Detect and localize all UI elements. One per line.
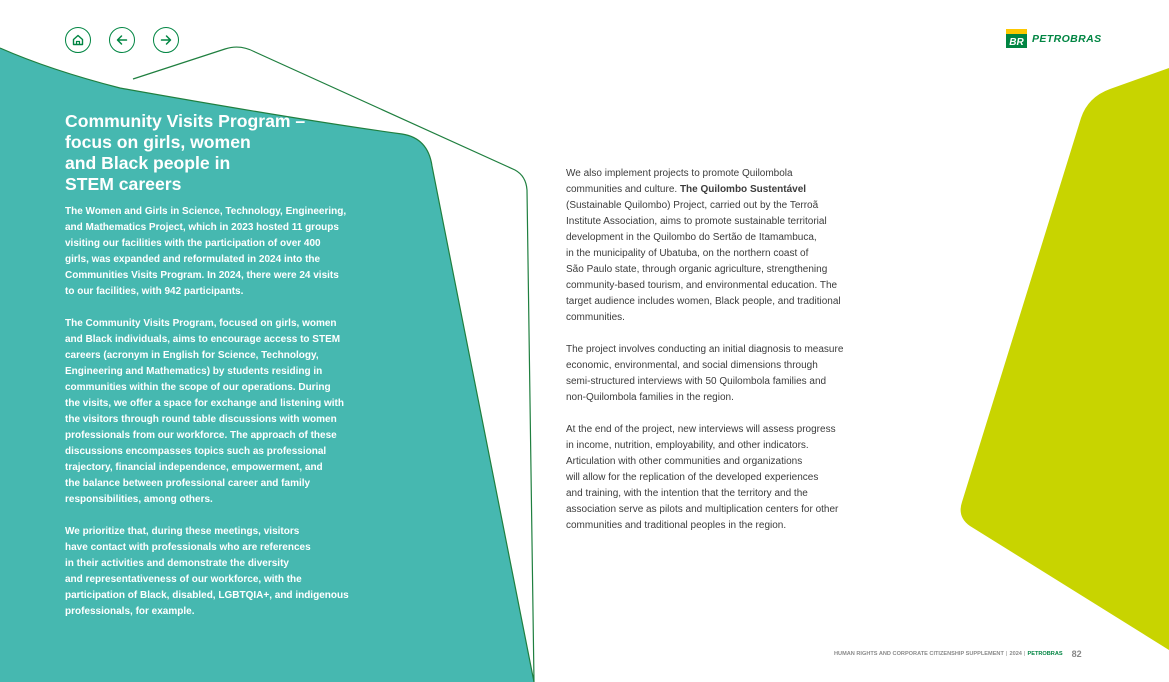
title-line: Community Visits Program –: [65, 111, 306, 131]
footer-separator: |: [1023, 651, 1026, 657]
text-line: professionals, for example.: [65, 606, 195, 617]
text-line: in income, nutrition, employability, and other indicators.: [566, 440, 809, 451]
left-paragraph-3: [65, 524, 370, 620]
text-line: and Mathematics Project, which in 2023 hosted 11 groups: [65, 222, 339, 233]
home-button[interactable]: [65, 27, 91, 53]
text-line: responsibilities, among others.: [65, 494, 213, 505]
text-line: non-Quilombola families in the region.: [566, 392, 734, 403]
text-line: The project involves conducting an initial diagnosis to measure: [566, 344, 844, 355]
logo-mark-text: BR: [1009, 37, 1024, 48]
text-line: The Community Visits Program, focused on girls, women: [65, 318, 337, 329]
left-paragraph-1: [65, 204, 370, 300]
text-line: association serve as pilots and multiplication centers for other: [566, 504, 839, 515]
text-line: in their activities and demonstrate the diversity: [65, 558, 289, 569]
text-line: communities.: [566, 312, 625, 323]
project-name: The Quilombo Sustentável: [679, 184, 807, 195]
forward-button[interactable]: [153, 27, 179, 53]
page-title: [65, 111, 370, 195]
home-icon: [71, 33, 85, 47]
text-line: Institute Association, aims to promote sustainable territorial: [566, 216, 827, 227]
arrow-left-icon: [115, 33, 129, 47]
logo-text: PETROBRAS: [1032, 32, 1102, 45]
text-line: participation of Black, disabled, LGBTQIA+, and indigenous: [65, 590, 349, 601]
text-line: professionals from our workforce. The approach of these: [65, 430, 337, 441]
text-line: to our facilities, with 942 participants.: [65, 286, 244, 297]
text-line: communities within the scope of our operations. During: [65, 382, 331, 393]
left-column: [65, 111, 370, 620]
text-line: At the end of the project, new interviews will assess progress: [566, 424, 836, 435]
footer-brand: PETROBRAS: [1027, 651, 1063, 657]
page-number: 82: [1071, 649, 1082, 659]
lime-shape: [961, 68, 1169, 650]
arrow-right-icon: [159, 33, 173, 47]
title-line: and Black people in: [65, 153, 231, 173]
text-line: target audience includes women, Black people, and traditional: [566, 296, 841, 307]
text-line: the visits, we offer a space for exchange and listening with: [65, 398, 344, 409]
right-paragraph-1: [566, 166, 876, 326]
text-line: communities and traditional peoples in the region.: [566, 520, 787, 531]
text-line: discussions encompasses topics such as professional: [65, 446, 327, 457]
text-line: São Paulo state, through organic agriculture, strengthening: [566, 264, 828, 275]
text-line: and Black individuals, aims to encourage access to STEM: [65, 334, 341, 345]
br-logo-mark: [1006, 29, 1027, 48]
text-line: community-based tourism, and environmental education. The: [566, 280, 838, 291]
text-line: We also implement projects to promote Quilombola: [566, 168, 793, 179]
footer-separator: |: [1005, 651, 1008, 657]
back-button[interactable]: [109, 27, 135, 53]
left-paragraph-2: [65, 316, 370, 508]
footer-year: 2024: [1009, 651, 1022, 657]
title-line: STEM careers: [65, 174, 182, 194]
text-line: Engineering and Mathematics) by students residing in: [65, 366, 323, 377]
page-footer: [834, 648, 1082, 660]
text-line: The Women and Girls in Science, Technology, Engineering,: [65, 206, 347, 217]
text-line: in the municipality of Ubatuba, on the northern coast of: [566, 248, 809, 259]
right-paragraph-2: [566, 342, 876, 406]
right-paragraph-3: [566, 422, 876, 534]
text-line: (Sustainable Quilombo) Project, carried out by the Terroã: [566, 200, 819, 211]
text-line: and representativeness of our workforce, with the: [65, 574, 302, 585]
text-line: have contact with professionals who are references: [65, 542, 311, 553]
text-line: semi-structured interviews with 50 Quilombola families and: [566, 376, 827, 387]
text-line: the visitors through round table discussions with women: [65, 414, 337, 425]
text-line: Communities Visits Program. In 2024, there were 24 visits: [65, 270, 339, 281]
text-line: [566, 182, 876, 198]
text-line: economic, environmental, and social dimensions through: [566, 360, 818, 371]
text-line: careers (acronym in English for Science, Technology,: [65, 350, 319, 361]
text-line: girls, was expanded and reformulated in 2024 into the: [65, 254, 321, 265]
footer-report-title: HUMAN RIGHTS AND CORPORATE CITIZENSHIP SUPPLEMENT: [834, 651, 1004, 657]
right-column: [566, 166, 876, 534]
text-line: the balance between professional career and family: [65, 478, 311, 489]
text-line: and training, with the intention that the territory and the: [566, 488, 808, 499]
text-segment: communities and culture.: [566, 184, 680, 195]
text-line: will allow for the replication of the developed experiences: [566, 472, 819, 483]
text-line: trajectory, financial independence, empowerment, and: [65, 462, 323, 473]
text-line: visiting our facilities with the participation of over 400: [65, 238, 321, 249]
text-line: Articulation with other communities and organizations: [566, 456, 803, 467]
title-line: focus on girls, women: [65, 132, 251, 152]
petrobras-logo[interactable]: [1006, 29, 1102, 48]
text-line: We prioritize that, during these meetings, visitors: [65, 526, 300, 537]
text-line: development in the Quilombo do Sertão de Itamambuca,: [566, 232, 817, 243]
